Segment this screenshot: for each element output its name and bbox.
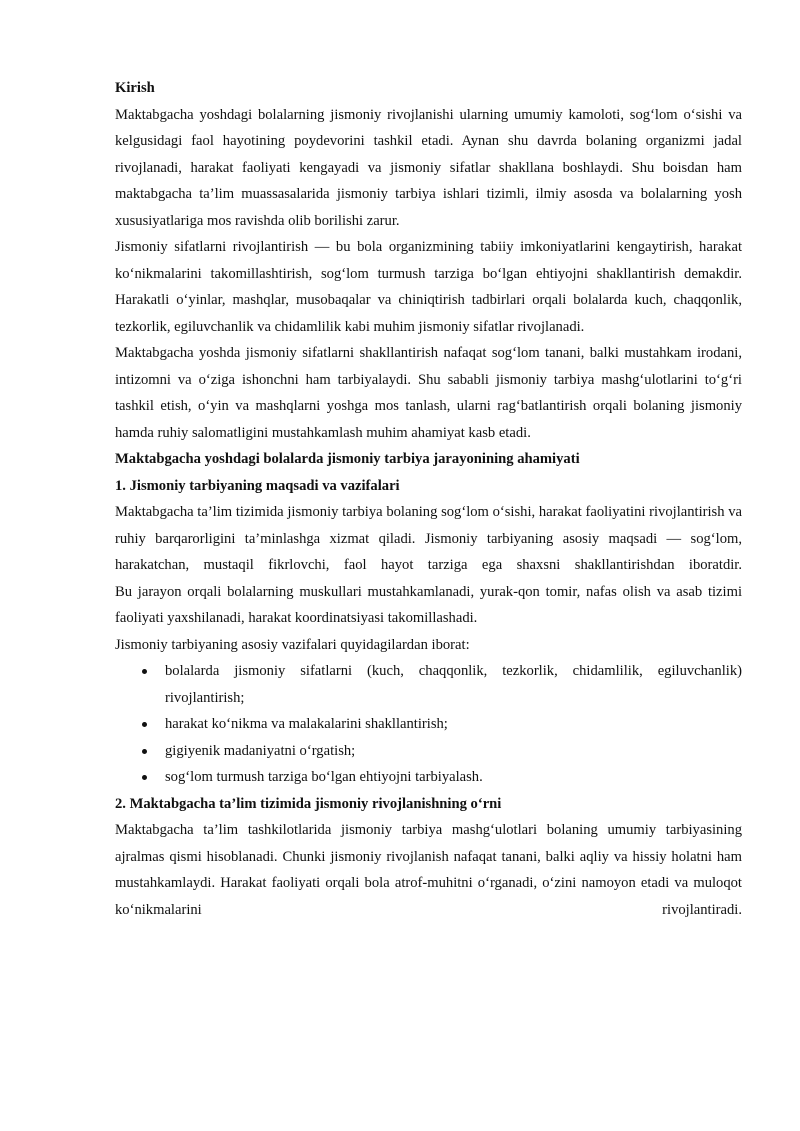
- list-item-text: harakat ko‘nikma va malakalarini shakllantirish;: [165, 716, 448, 732]
- subsection-heading-1: 1. Jismoniy tarbiyaning maqsadi va vazifalari: [115, 477, 400, 494]
- subsection-heading-2: 2. Maktabgacha ta’lim tizimida jismoniy rivojlanishning o‘rni: [115, 795, 502, 812]
- intro-paragraph: Jismoniy sifatlarni rivojlantirish — bu bola organizmining tabiiy imkoniyatlarini kengaytirish, harakat ko‘nikmalarini takomillashtirish, sog‘lom turmush tarziga bo‘lgan ehtiyojni shakllantirish demakdir. Harakatli o‘yinlar, mashqlar, musobaqalar va chiniqtirish tadbirlari orqali bolalarda kuch, chaqqonlik, tezkorlik, egiluvchanlik va chidamlilik kabi muhim jismoniy sifatlar rivojlanadi.: [115, 239, 742, 335]
- bullet-icon: [142, 669, 147, 674]
- intro-paragraph: Maktabgacha yoshdagi bolalarning jismoniy rivojlanishi ularning umumiy kamoloti, sog‘lom o‘sishi va kelgusidagi faol hayotining poydevorini tashkil etadi. Aynan shu davrda bolaning organizmi jadal rivojlanadi, harakat faoliyati kengayadi va jismoniy sifatlar shakllana boshlaydi. Shu boisdan ham maktabgacha ta’lim muassasalarida jismoniy tarbiya ishlari tizimli, ilmiy asosda va bolalarning yosh xususiyatlariga mos ravishda olib borilishi zarur.: [115, 106, 742, 229]
- intro-paragraph: Maktabgacha yoshda jismoniy sifatlarni shakllantirish nafaqat sog‘lom tanani, balki mustahkam irodani, intizomni va o‘ziga ishonchni ham tarbiyalaydi. Shu sababli jismoniy tarbiya mashg‘ulotlarini to‘g‘ri tashkil etish, o‘yin va mashqlarni yoshga mos tanlash, ularni rag‘batlantirish orqali bolaning jismoniy hamda ruhiy salomatligini mustahkamlash muhim ahamiyat kasb etadi.: [115, 345, 742, 441]
- bullet-icon: [142, 749, 147, 754]
- intro-heading: Kirish: [115, 80, 155, 96]
- body-paragraph: Maktabgacha ta’lim tizimida jismoniy tarbiya bolaning sog‘lom o‘sishi, harakat faoliyatini rivojlantirish va ruhiy barqarorligini ta’minlashga xizmat qiladi. Jismoniy tarbiyaning asosiy maqsadi — sog‘lom, harakatchan, mustaqil fikrlovchi, faol hayot tarziga ega shaxsni shakllantirishdan iboratdir.: [115, 504, 742, 573]
- body-paragraph: Maktabgacha ta’lim tashkilotlarida jismoniy tarbiya mashg‘ulotlari bolaning umumiy tarbiyasining ajralmas qismi hisoblanadi. Chunki jismoniy rivojlanish nafaqat tanani, balki aqliy va hissiy holatni ham mustahkamlaydi. Harakat faoliyati orqali bola atrof-muhitni o‘rganadi, o‘zini namoyon etadi va muloqot ko‘nikmalarini rivojlantiradi.: [115, 822, 742, 918]
- body-paragraph: Jismoniy tarbiyaning asosiy vazifalari quyidagilardan iborat:: [115, 636, 470, 653]
- list-item-text: bolalarda jismoniy sifatlarni (kuch, chaqqonlik, tezkorlik, chidamlilik, egiluvchanlik) rivojlantirish;: [165, 663, 742, 706]
- bullet-icon: [142, 775, 147, 780]
- document-page: [115, 75, 742, 923]
- list-item: [115, 658, 742, 711]
- tasks-list: [115, 658, 742, 791]
- list-item: [115, 738, 742, 765]
- body-paragraph: Bu jarayon orqali bolalarning muskullari mustahkamlanadi, yurak-qon tomir, nafas olish va asab tizimi faoliyati yaxshilanadi, harakat koordinatsiyasi takomillashadi.: [115, 583, 742, 626]
- list-item-text: gigiyenik madaniyatni o‘rgatish;: [165, 742, 356, 759]
- list-item: [115, 711, 742, 738]
- bullet-icon: [142, 722, 147, 727]
- list-item: [115, 764, 742, 791]
- list-item-text: sog‘lom turmush tarziga bo‘lgan ehtiyojni tarbiyalash.: [165, 769, 483, 785]
- section-heading: Maktabgacha yoshdagi bolalarda jismoniy tarbiya jarayonining ahamiyati: [115, 451, 580, 467]
